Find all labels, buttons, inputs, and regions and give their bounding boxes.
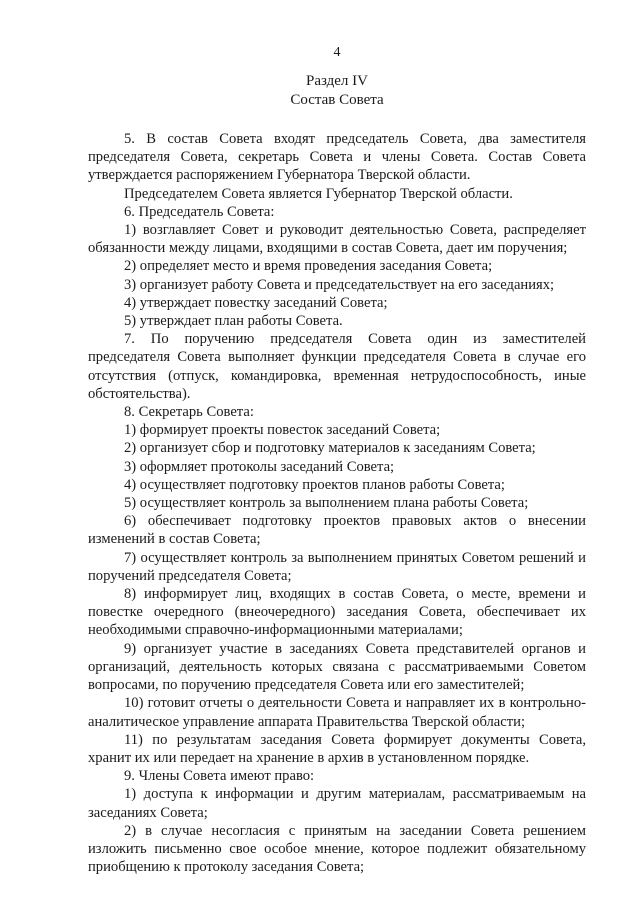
- paragraph: 4) осуществляет подготовку проектов планов работы Совета;: [124, 476, 505, 493]
- paragraph: 7) осуществляет контроль за выполнением принятых Советом решений и поручений председателя Совета;: [88, 549, 586, 584]
- paragraph: 8) информирует лиц, входящих в состав Совета, о месте, времени и повестке очередного (внеочередного) заседания Совета, обеспечивает их необходимыми справочно-информационными материалами;: [88, 586, 586, 639]
- paragraph: 4) утверждает повестку заседаний Совета;: [124, 294, 388, 311]
- paragraph: 2) организует сбор и подготовку материалов к заседаниям Совета;: [124, 440, 536, 457]
- paragraph: 2) определяет место и время проведения заседания Совета;: [124, 258, 493, 275]
- paragraph: 6. Председатель Совета:: [124, 203, 275, 220]
- paragraph: 1) доступа к информации и другим материалам, рассматриваемым на заседаниях Совета;: [88, 786, 586, 821]
- paragraph: 10) готовит отчеты о деятельности Совета и направляет их в контрольно-аналитическое управление аппарата Правительства Тверской области;: [88, 695, 586, 730]
- paragraph: 9) организует участие в заседаниях Совета представителей органов и организаций, деятельность которых связана с рассматриваемыми Советом вопросами, по поручению председателя Совета или его заместителей;: [88, 640, 586, 694]
- paragraph: 5. В состав Совета входят председатель Совета, два заместителя председателя Совета, секретарь Совета и члены Совета. Состав Совета утверждается распоряжением Губернатора Тверской области.: [88, 131, 586, 184]
- document-page: [88, 44, 586, 876]
- paragraph: 1) формирует проекты повесток заседаний Совета;: [124, 422, 441, 439]
- paragraph: 5) осуществляет контроль за выполнением плана работы Совета;: [124, 495, 529, 512]
- paragraph: 5) утверждает план работы Совета.: [124, 313, 343, 330]
- paragraph: 11) по результатам заседания Совета формирует документы Совета, хранит их или передает на хранение в архив в установленном порядке.: [88, 731, 586, 766]
- paragraph: 3) организует работу Совета и председательствует на его заседаниях;: [124, 276, 555, 293]
- paragraph: 2) в случае несогласия с принятым на заседании Совета решением изложить письменно свое особое мнение, которое подлежит обязательному приобщению к протоколу заседания Совета;: [88, 822, 586, 876]
- paragraph: 8. Секретарь Совета:: [124, 404, 254, 421]
- paragraph: Председателем Совета является Губернатор Тверской области.: [124, 185, 513, 202]
- document-body: [88, 130, 586, 876]
- paragraph: 1) возглавляет Совет и руководит деятельностью Совета, распределяет обязанности между лицами, входящими в состав Совета, дает им поручения;: [88, 222, 586, 257]
- paragraph: 3) оформляет протоколы заседаний Совета;: [124, 458, 395, 475]
- section-title: Состав Совета: [290, 92, 384, 108]
- paragraph: 9. Члены Совета имеют право:: [124, 768, 315, 785]
- paragraph: 6) обеспечивает подготовку проектов правовых актов о внесении изменений в состав Совета;: [88, 513, 586, 548]
- paragraph: 7. По поручению председателя Совета один из заместителей председателя Совета выполняет функции председателя Совета в случае его отсутствия (отпуск, командировка, временная нетрудоспособность, иные обстоятельства).: [88, 331, 586, 402]
- section-label: Раздел IV: [305, 73, 368, 89]
- section-heading: [88, 72, 586, 110]
- page-number: 4: [333, 45, 341, 60]
